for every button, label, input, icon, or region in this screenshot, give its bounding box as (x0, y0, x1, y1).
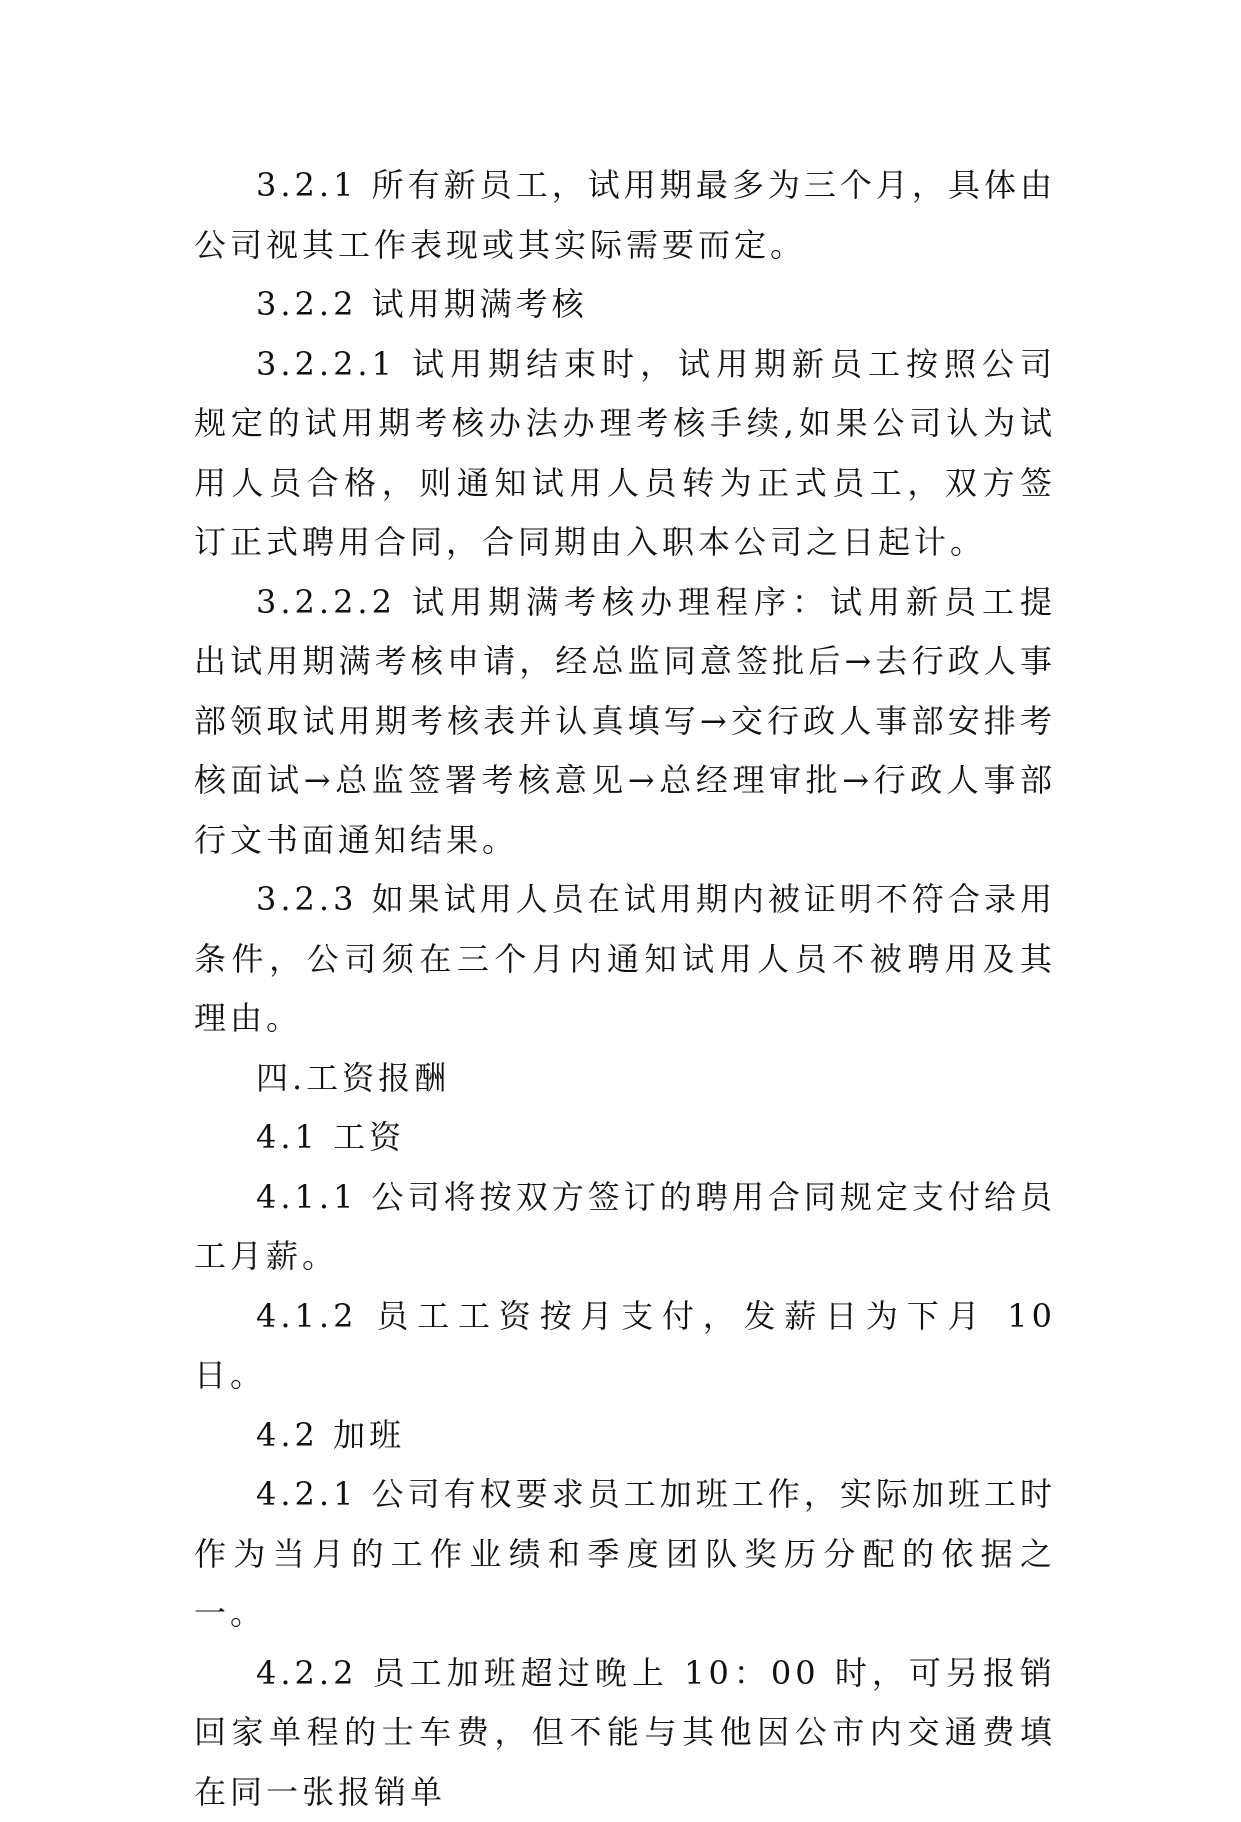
paragraph-3-2-2-1: 3.2.2.1 试用期结束时，试用期新员工按照公司规定的试用期考核办法办理考核手续,如果公司认为试用人员合格，则通知试用人员转为正式员工，双方签订正式聘用合同，合同期由入职本公司之日起计。 (194, 335, 1056, 573)
paragraph-4-1-1: 4.1.1 公司将按双方签订的聘用合同规定支付给员工月薪。 (194, 1168, 1056, 1287)
document-body (194, 156, 1056, 1822)
heading-4-2: 4.2 加班 (194, 1406, 1056, 1466)
heading-3-2-2: 3.2.2 试用期满考核 (194, 275, 1056, 335)
paragraph-3-2-1: 3.2.1 所有新员工，试用期最多为三个月，具体由公司视其工作表现或其实际需要而定。 (194, 156, 1056, 275)
paragraph-4-1-2: 4.1.2 员工工资按月支付，发薪日为下月 10 日。 (194, 1287, 1056, 1406)
paragraph-4-2-1: 4.2.1 公司有权要求员工加班工作，实际加班工时作为当月的工作业绩和季度团队奖历分配的依据之一。 (194, 1465, 1056, 1644)
paragraph-3-2-3: 3.2.3 如果试用人员在试用期内被证明不符合录用条件，公司须在三个月内通知试用人员不被聘用及其理由。 (194, 870, 1056, 1049)
paragraph-4-2-2: 4.2.2 员工加班超过晚上 10：00 时，可另报销回家单程的士车费，但不能与其他因公市内交通费填在同一张报销单 (194, 1644, 1056, 1822)
heading-4-1: 4.1 工资 (194, 1108, 1056, 1168)
heading-section-4: 四.工资报酬 (194, 1049, 1056, 1109)
paragraph-3-2-2-2: 3.2.2.2 试用期满考核办理程序：试用新员工提出试用期满考核申请，经总监同意签批后→去行政人事部领取试用期考核表并认真填写→交行政人事部安排考核面试→总监签署考核意见→总经理审批→行政人事部行文书面通知结果。 (194, 573, 1056, 871)
